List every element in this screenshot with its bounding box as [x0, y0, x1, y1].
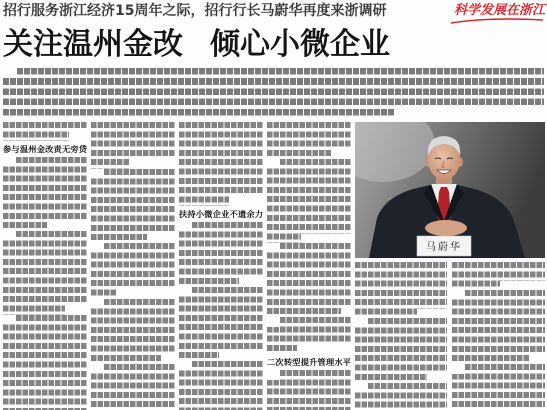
article-paragraph — [179, 287, 263, 361]
article-paragraph — [267, 317, 351, 354]
article-paragraph — [267, 122, 351, 159]
headline — [3, 28, 390, 62]
article-paragraph — [452, 364, 545, 410]
article-paragraph — [3, 315, 87, 410]
article-paragraph — [179, 361, 263, 410]
speaker-photo — [355, 122, 545, 258]
article-paragraph — [3, 122, 87, 141]
article-paragraph — [355, 262, 447, 318]
column-2 — [91, 122, 175, 410]
column-1 — [3, 122, 87, 410]
article-paragraph — [91, 169, 175, 243]
headline-part-2: 倾心小微企业 — [210, 27, 390, 62]
column-3 — [179, 122, 263, 410]
kicker-line: 招行服务浙江经济15周年之际，招行行长马蔚华再度来浙调研 — [3, 3, 387, 19]
clasped-hands — [425, 220, 467, 236]
article-paragraph — [452, 262, 545, 290]
article-paragraph — [91, 243, 175, 299]
article-paragraph — [3, 157, 87, 231]
subhead-wenzhou-reform: 参与温州金改责无旁贷 — [3, 143, 87, 154]
logo-swoosh-icon — [449, 17, 545, 25]
article-paragraph — [355, 383, 447, 410]
article-paragraph — [91, 364, 175, 410]
subhead-transformation: 二次转型提升管理水平 — [267, 357, 351, 368]
logo-swoosh-stroke — [451, 19, 543, 23]
article-paragraph — [179, 122, 263, 206]
article-paragraph — [267, 243, 351, 317]
headline-part-1: 关注温州金改 — [3, 27, 183, 62]
article-paragraph — [355, 318, 447, 383]
article-lead — [3, 68, 544, 119]
column-logo-text: 科学发展在浙江 — [453, 3, 545, 18]
column-6 — [452, 262, 545, 410]
column-4 — [267, 122, 351, 410]
article-paragraph — [179, 222, 263, 287]
article-paragraph — [3, 231, 87, 315]
column-logo — [449, 3, 545, 25]
article-paragraph — [267, 159, 351, 243]
article-paragraph — [91, 122, 175, 169]
subhead-small-business: 扶持小微企业不遗余力 — [179, 208, 263, 219]
column-5 — [355, 262, 447, 410]
article-paragraph — [452, 290, 545, 364]
nameplate-text: 马蔚华 — [426, 242, 462, 253]
speaker-photo-image — [355, 122, 545, 258]
article-paragraph — [91, 299, 175, 364]
article-paragraph — [267, 370, 351, 410]
